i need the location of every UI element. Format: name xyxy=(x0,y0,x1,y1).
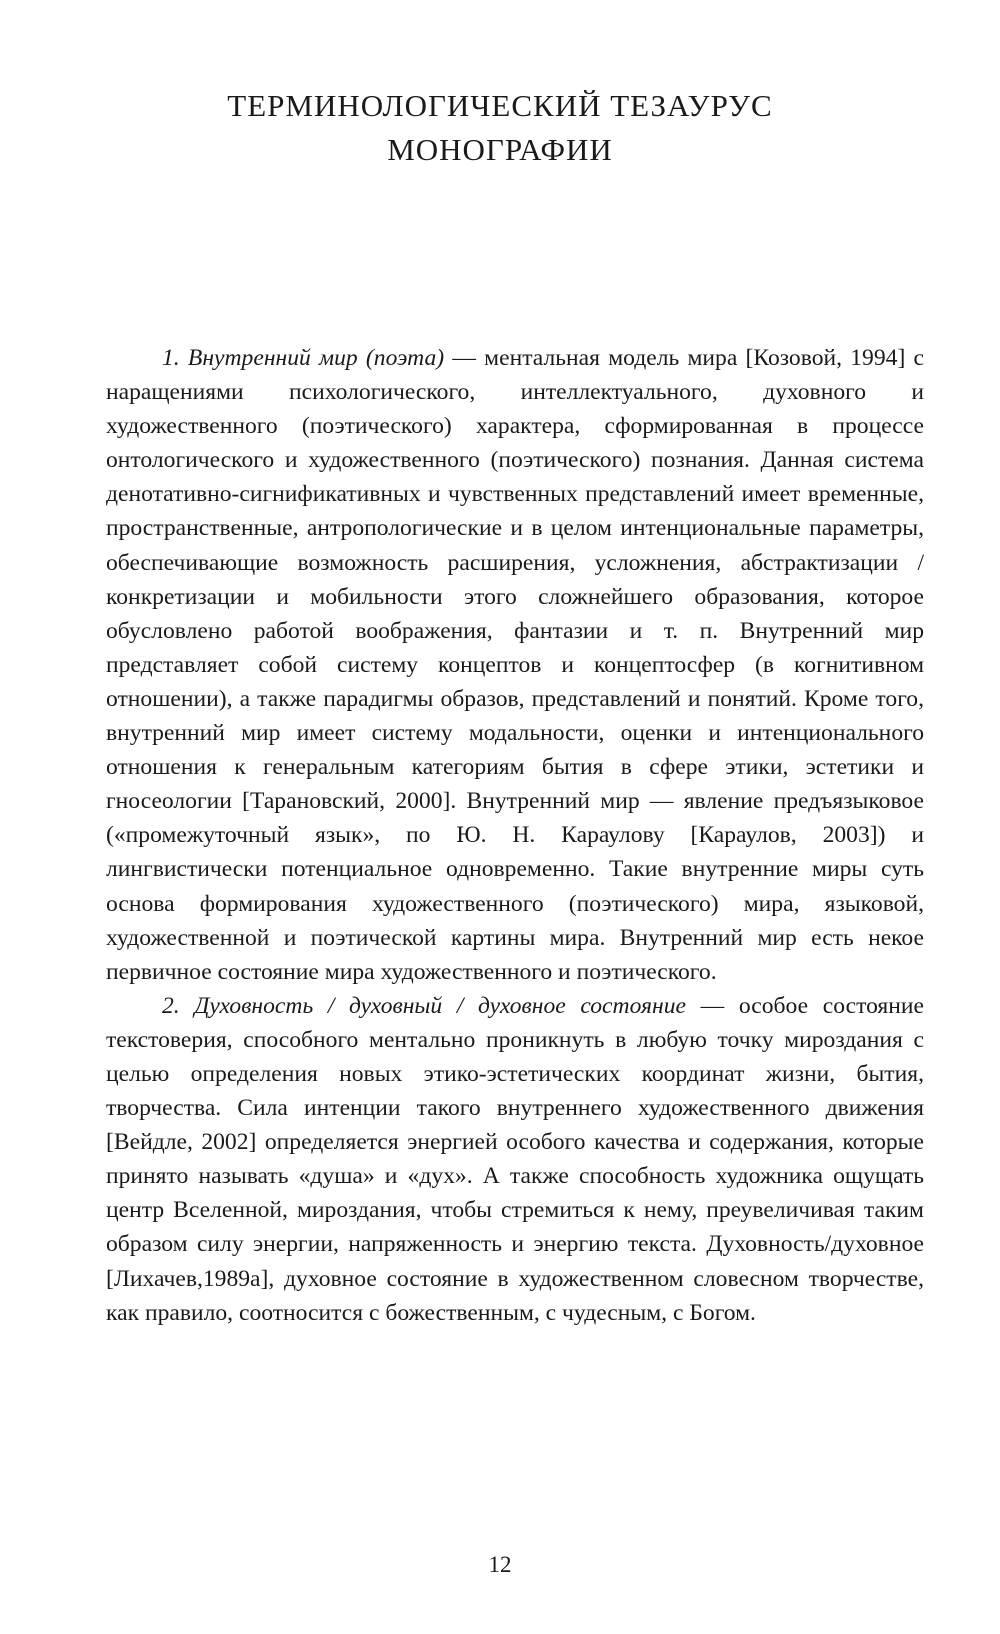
page-title-line-2: МОНОГРАФИИ xyxy=(387,132,613,167)
entry-definition: — ментальная модель мира [Козовой, 1994] с наращениями психологического, интеллектуального, духовного и художественного (поэтического) характера, сформированная в процессе онтологического и художественного (поэтического) познания. Данная система денотативно-сигнификативных и чувственных представлений имеет временные, пространственные, антропологические и в целом интенциональные параметры, обеспечивающие возможность расширения, усложнения, абстрактизации / конкретизации и мобильности этого сложнейшего образования, которое обусловлено работой воображения, фантазии и т. п. Внутренний мир представляет собой систему концептов и концептосфер (в когнитивном отношении), а также парадигмы образов, представлений и понятий. Кроме того, внутренний мир имеет систему модальности, оценки и интенционального отношения к генеральным категориям бытия в сфере этики, эстетики и гносеологии [Тарановский, 2000]. Внутренний мир — явление предъязыковое («промежуточный язык», по Ю. Н. Караулову [Караулов, 2003]) и лингвистически потенциальное одновременно. Такие внутренние миры суть основа формирования художественного (поэтического) мира, языковой, художественной и поэтической картины мира. Внутренний мир есть некое первичное состояние мира художественного и поэтического. xyxy=(106,345,924,985)
entry-definition: — особое состояние текстоверия, способного ментально проникнуть в любую точку мироздания с целью определения новых этико-эстетических координат жизни, бытия, творчества. Сила интенции такого внутреннего художественного движения [Вейдле, 2002] определяется энергией особого качества и содержания, которые принято называть «душа» и «дух». А также способность художника ощущать центр Вселенной, мироздания, чтобы стремиться к нему, преувеличивая таким образом силу энергии, напряженность и энергию текста. Духовность/духовное [Лихачев,1989а], духовное состояние в художественном словесном творчестве, как правило, соотносится с божественным, с чудесным, с Богом. xyxy=(106,992,924,1326)
page-title xyxy=(0,84,1000,172)
page-number: 12 xyxy=(488,1552,512,1577)
entry-term: 2. Духовность / духовный / духовное состояние xyxy=(162,992,686,1019)
page-title-line-1: ТЕРМИНОЛОГИЧЕСКИЙ ТЕЗАУРУС xyxy=(227,88,773,123)
thesaurus-entry-1 xyxy=(106,341,924,989)
thesaurus-entry-2 xyxy=(106,989,924,1330)
thesaurus-body xyxy=(106,341,924,1330)
entry-term: 1. Внутренний мир (поэта) xyxy=(162,345,445,371)
